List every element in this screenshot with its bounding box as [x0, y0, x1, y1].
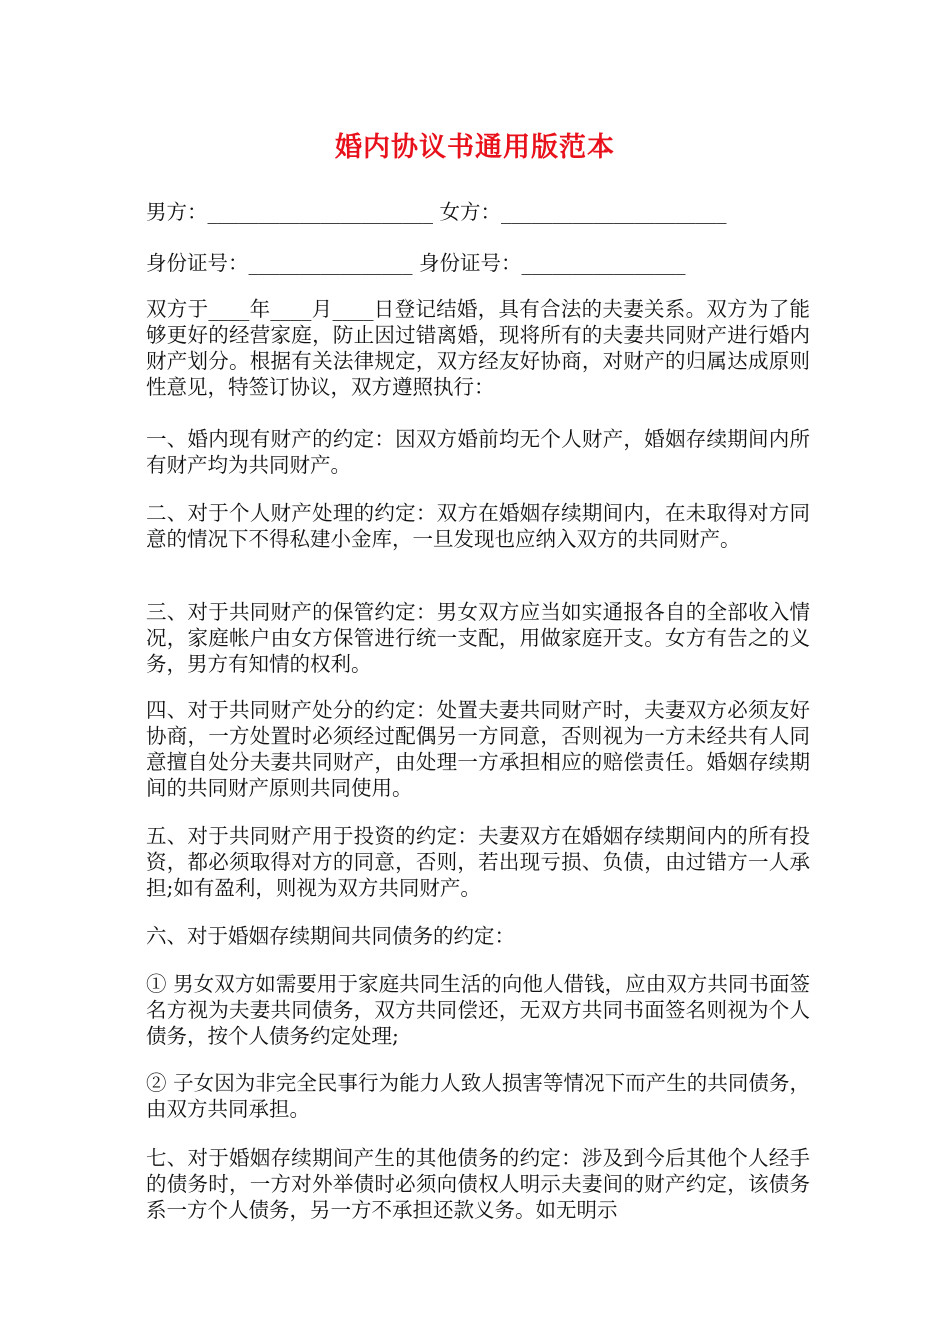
- clause-6-item-1: ① 男女双方如需要用于家庭共同生活的向他人借钱，应由双方共同书面签名方视为夫妻共同债务，双方共同偿还，无双方共同书面签名则视为个人债务，按个人债务约定处理;: [146, 972, 810, 1048]
- document-title: 婚内协议书通用版范本: [335, 132, 615, 163]
- clause-7-paragraph: 七、对于婚姻存续期间产生的其他债务的约定：涉及到今后其他个人经手的债务时，一方对外举债时必须向债权人明示夫妻间的财产约定，该债务系一方个人债务，另一方不承担还款义务。如无明示: [146, 1146, 810, 1222]
- clause-5-paragraph: 五、对于共同财产用于投资的约定：夫妻双方在婚姻存续期间内的所有投资，都必须取得对方的同意，否则，若出现亏损、负债，由过错方一人承担;如有盈利，则视为双方共同财产。: [146, 824, 810, 900]
- clause-6-heading: 六、对于婚姻存续期间共同债务的约定：: [146, 924, 515, 948]
- id-numbers-line: 身份证号：________________ 身份证号：________________: [146, 251, 686, 275]
- intro-paragraph: 双方于____年____月____日登记结婚，具有合法的夫妻关系。双方为了能够更好的经营家庭，防止因过错离婚，现将所有的夫妻共同财产进行婚内财产划分。根据有关法律规定，双方经友好协商，对财产的归属达成原则性意见，特签订协议，双方遵照执行：: [146, 297, 810, 399]
- clause-4-paragraph: 四、对于共同财产处分的约定：处置夫妻共同财产时，夫妻双方必须友好协商，一方处置时必须经过配偶另一方同意，否则视为一方未经共有人同意擅自处分夫妻共同财产，由处理一方承担相应的赔偿责任。婚姻存续期间的共同财产原则共同使用。: [146, 698, 810, 800]
- clause-3-paragraph: 三、对于共同财产的保管约定：男女双方应当如实通报各自的全部收入情况，家庭帐户由女方保管进行统一支配，用做家庭开支。女方有告之的义务，男方有知情的权利。: [146, 600, 810, 676]
- clause-6-item-2: ② 子女因为非完全民事行为能力人致人损害等情况下而产生的共同债务，由双方共同承担。: [146, 1071, 810, 1121]
- clause-1-paragraph: 一、婚内现有财产的约定：因双方婚前均无个人财产，婚姻存续期间内所有财产均为共同财产。: [146, 427, 810, 477]
- party-names-line: 男方：______________________ 女方：______________________: [146, 200, 727, 224]
- clause-2-paragraph: 二、对于个人财产处理的约定：双方在婚姻存续期间内，在未取得对方同意的情况下不得私建小金库，一旦发现也应纳入双方的共同财产。: [146, 501, 810, 551]
